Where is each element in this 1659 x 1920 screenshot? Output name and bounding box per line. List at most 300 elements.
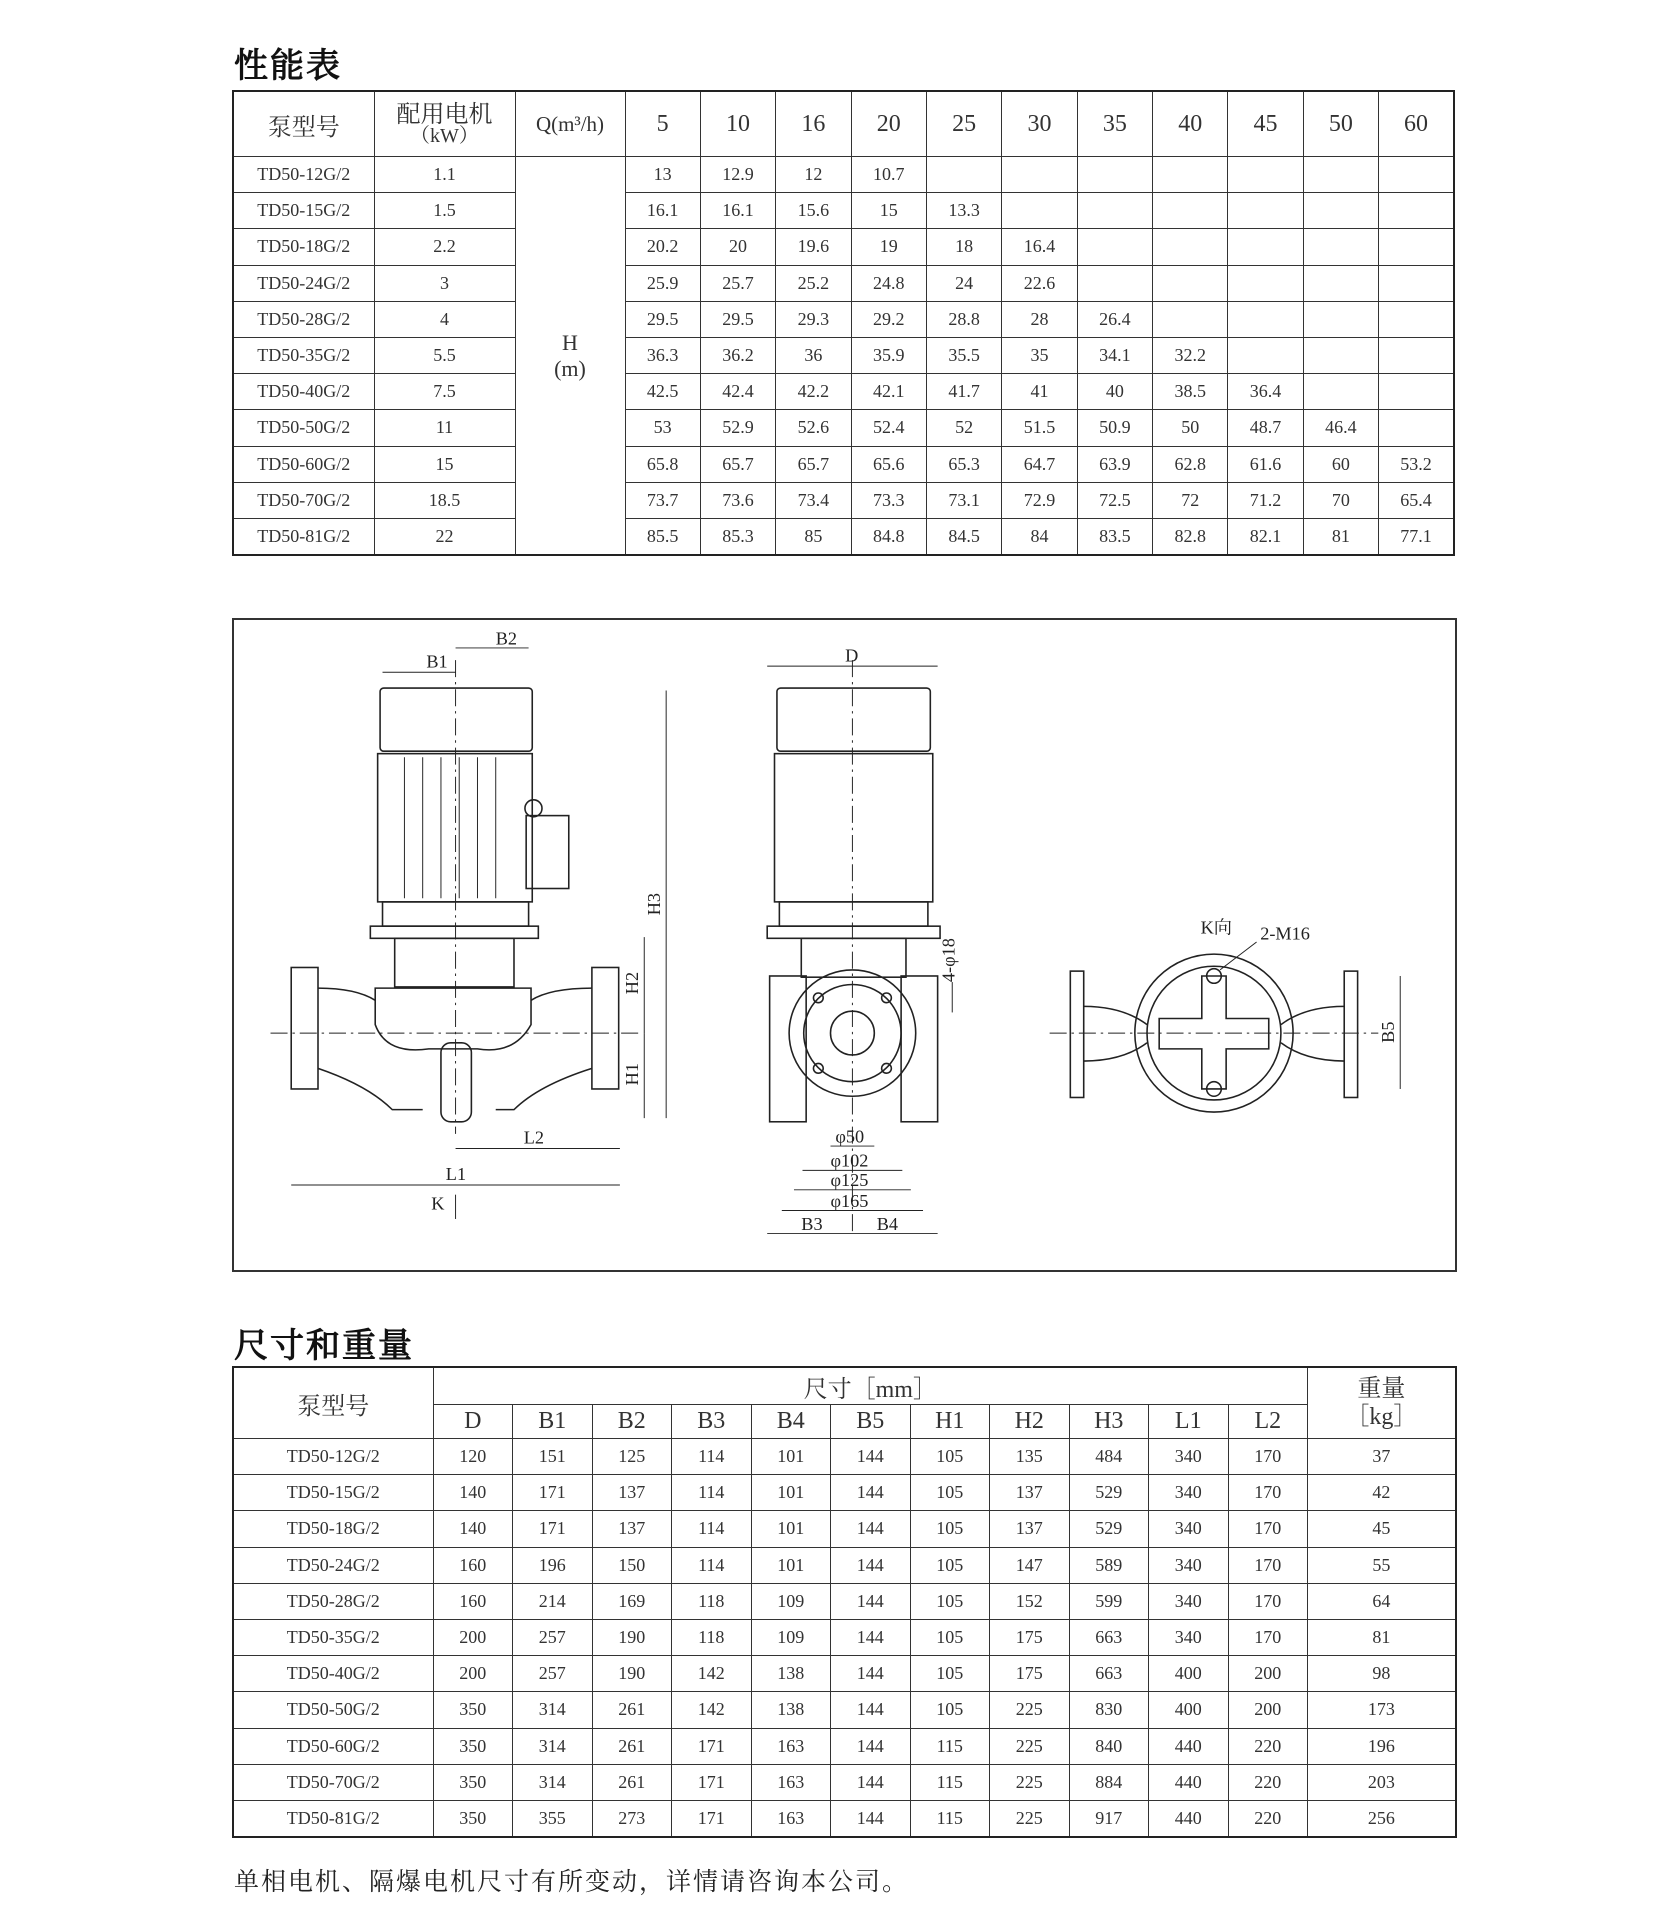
cell-head: 83.5 <box>1077 518 1152 555</box>
table-row <box>233 410 1454 446</box>
cell-dimension: 114 <box>672 1439 752 1475</box>
header-flow-value: 60 <box>1379 91 1454 157</box>
cell-dimension: 214 <box>513 1583 593 1619</box>
cell-head: 41 <box>1002 374 1077 410</box>
cell-dimension: 314 <box>513 1728 593 1764</box>
cell-head: 82.1 <box>1228 518 1303 555</box>
cell-kw: 7.5 <box>374 374 515 410</box>
cell-dimension: 599 <box>1069 1583 1149 1619</box>
cell-kw: 22 <box>374 518 515 555</box>
cell-head: 46.4 <box>1303 410 1378 446</box>
cell-dimension: 225 <box>990 1800 1070 1837</box>
cell-head: 48.7 <box>1228 410 1303 446</box>
cell-dimension: 105 <box>910 1656 990 1692</box>
cell-dimension: 884 <box>1069 1764 1149 1800</box>
cell-head: 16.1 <box>625 193 700 229</box>
cell-dimension: 440 <box>1149 1800 1229 1837</box>
header-column: L1 <box>1149 1405 1229 1439</box>
cell-model: TD50-50G/2 <box>233 1692 433 1728</box>
cell-dimension: 350 <box>433 1728 513 1764</box>
cell-head <box>1379 374 1454 410</box>
cell-head: 52.4 <box>851 410 926 446</box>
cell-weight: 173 <box>1308 1692 1456 1728</box>
cell-dimension: 257 <box>513 1656 593 1692</box>
cell-head: 65.3 <box>926 446 1001 482</box>
cell-dimension: 440 <box>1149 1764 1229 1800</box>
label-h3: H3 <box>644 892 665 916</box>
dimensions-table <box>232 1366 1457 1838</box>
cell-head <box>1002 193 1077 229</box>
cell-kw: 18.5 <box>374 482 515 518</box>
table-row <box>233 1475 1456 1511</box>
cell-head: 41.7 <box>926 374 1001 410</box>
cell-dimension: 484 <box>1069 1439 1149 1475</box>
table-row <box>233 229 1454 265</box>
cell-dimension: 101 <box>751 1547 831 1583</box>
header-column: D <box>433 1405 513 1439</box>
header-flow-value: 50 <box>1303 91 1378 157</box>
cell-dimension: 137 <box>990 1475 1070 1511</box>
cell-head <box>1303 157 1378 193</box>
cell-head: 24 <box>926 265 1001 301</box>
cell-head <box>1077 229 1152 265</box>
cell-dimension: 917 <box>1069 1800 1149 1837</box>
performance-title: 性能表 <box>234 46 342 86</box>
cell-model: TD50-28G/2 <box>233 1583 433 1619</box>
header-flow-value: 45 <box>1228 91 1303 157</box>
cell-dimension: 261 <box>592 1728 672 1764</box>
header-column: B5 <box>831 1405 911 1439</box>
cell-dimension: 114 <box>672 1475 752 1511</box>
pump-dimension-drawing <box>232 618 1457 1272</box>
cell-dimension: 105 <box>910 1439 990 1475</box>
cell-dimension: 225 <box>990 1728 1070 1764</box>
cell-head: 29.5 <box>700 301 775 337</box>
label-k: K <box>431 1193 445 1214</box>
table-row <box>233 157 1454 193</box>
cell-model: TD50-18G/2 <box>233 229 374 265</box>
motor-unit: （kW） <box>410 125 479 147</box>
cell-head <box>1153 157 1228 193</box>
cell-dimension: 170 <box>1228 1475 1308 1511</box>
cell-head: 24.8 <box>851 265 926 301</box>
cell-weight: 37 <box>1308 1439 1456 1475</box>
cell-head: 65.7 <box>700 446 775 482</box>
header-flow-value: 10 <box>700 91 775 157</box>
cell-dimension: 101 <box>751 1511 831 1547</box>
cell-dimension: 109 <box>751 1583 831 1619</box>
cell-dimension: 273 <box>592 1800 672 1837</box>
cell-head: 65.4 <box>1379 482 1454 518</box>
cell-weight: 64 <box>1308 1583 1456 1619</box>
cell-dimension: 114 <box>672 1511 752 1547</box>
cell-dimension: 101 <box>751 1475 831 1511</box>
cell-head: 63.9 <box>1077 446 1152 482</box>
table-row <box>233 1439 1456 1475</box>
cell-head: 52.6 <box>776 410 851 446</box>
cell-dimension: 137 <box>592 1475 672 1511</box>
label-phi50: φ50 <box>835 1126 865 1147</box>
cell-weight: 45 <box>1308 1511 1456 1547</box>
cell-dimension: 144 <box>831 1547 911 1583</box>
cell-head: 35 <box>1002 337 1077 373</box>
cell-dimension: 840 <box>1069 1728 1149 1764</box>
cell-kw: 3 <box>374 265 515 301</box>
cell-dimension: 120 <box>433 1439 513 1475</box>
cell-dimension: 140 <box>433 1475 513 1511</box>
cell-dimension: 115 <box>910 1800 990 1837</box>
cell-dimension: 147 <box>990 1547 1070 1583</box>
cell-head: 42.5 <box>625 374 700 410</box>
cell-head: 82.8 <box>1153 518 1228 555</box>
cell-head <box>1379 410 1454 446</box>
cell-head <box>1228 337 1303 373</box>
cell-head: 73.1 <box>926 482 1001 518</box>
cell-dimension: 340 <box>1149 1583 1229 1619</box>
header-column: H2 <box>990 1405 1070 1439</box>
cell-model: TD50-70G/2 <box>233 482 374 518</box>
cell-head <box>1002 157 1077 193</box>
cell-head: 28 <box>1002 301 1077 337</box>
table-row <box>233 518 1454 555</box>
cell-dimension: 340 <box>1149 1475 1229 1511</box>
label-bolt-holes: 4-φ18 <box>938 938 959 983</box>
cell-model: TD50-12G/2 <box>233 157 374 193</box>
cell-head: 61.6 <box>1228 446 1303 482</box>
cell-head <box>1379 193 1454 229</box>
motor-label: 配用电机 <box>396 102 493 128</box>
label-b4: B4 <box>876 1213 899 1234</box>
cell-dimension: 261 <box>592 1692 672 1728</box>
cell-head: 85.5 <box>625 518 700 555</box>
cell-dimension: 118 <box>672 1583 752 1619</box>
cell-head <box>1379 157 1454 193</box>
label-b3: B3 <box>801 1213 823 1234</box>
cell-dimension: 400 <box>1149 1692 1229 1728</box>
cell-dimension: 151 <box>513 1439 593 1475</box>
cell-dimension: 150 <box>592 1547 672 1583</box>
cell-dimension: 355 <box>513 1800 593 1837</box>
cell-kw: 2.2 <box>374 229 515 265</box>
cell-model: TD50-24G/2 <box>233 265 374 301</box>
cell-head: 42.1 <box>851 374 926 410</box>
cell-head: 28.8 <box>926 301 1001 337</box>
label-m16: 2-M16 <box>1260 923 1310 944</box>
label-b1: B1 <box>426 651 448 672</box>
header-flow-value: 20 <box>851 91 926 157</box>
cell-head: 13 <box>625 157 700 193</box>
header-flow-value: 35 <box>1077 91 1152 157</box>
header-model: 泵型号 <box>233 1367 433 1439</box>
cell-model: TD50-81G/2 <box>233 1800 433 1837</box>
cell-model: TD50-18G/2 <box>233 1511 433 1547</box>
cell-head <box>1153 193 1228 229</box>
cell-head: 70 <box>1303 482 1378 518</box>
cell-head <box>1379 301 1454 337</box>
cell-model: TD50-12G/2 <box>233 1439 433 1475</box>
cell-head: 25.9 <box>625 265 700 301</box>
cell-dimension: 142 <box>672 1692 752 1728</box>
cell-dimension: 340 <box>1149 1439 1229 1475</box>
cell-head: 16.4 <box>1002 229 1077 265</box>
cell-head: 36.3 <box>625 337 700 373</box>
cell-head <box>1303 301 1378 337</box>
cell-dimension: 220 <box>1228 1728 1308 1764</box>
cell-dimension: 169 <box>592 1583 672 1619</box>
cell-dimension: 105 <box>910 1511 990 1547</box>
cell-model: TD50-28G/2 <box>233 301 374 337</box>
cell-head: 29.5 <box>625 301 700 337</box>
cell-head: 15 <box>851 193 926 229</box>
header-row <box>233 91 1454 157</box>
cell-dimension: 175 <box>990 1619 1070 1655</box>
cell-dimension: 114 <box>672 1547 752 1583</box>
cell-dimension: 529 <box>1069 1511 1149 1547</box>
cell-head: 10.7 <box>851 157 926 193</box>
cell-head: 35.5 <box>926 337 1001 373</box>
cell-dimension: 140 <box>433 1511 513 1547</box>
cell-dimension: 115 <box>910 1764 990 1800</box>
cell-model: TD50-81G/2 <box>233 518 374 555</box>
cell-head <box>1228 157 1303 193</box>
cell-head: 50.9 <box>1077 410 1152 446</box>
table-row <box>233 446 1454 482</box>
cell-weight: 203 <box>1308 1764 1456 1800</box>
cell-dimension: 663 <box>1069 1619 1149 1655</box>
cell-head: 13.3 <box>926 193 1001 229</box>
cell-dimension: 196 <box>513 1547 593 1583</box>
cell-dimension: 105 <box>910 1547 990 1583</box>
header-column: H3 <box>1069 1405 1149 1439</box>
cell-dimension: 163 <box>751 1764 831 1800</box>
cell-head <box>1379 265 1454 301</box>
cell-head: 20 <box>700 229 775 265</box>
cell-head <box>1077 265 1152 301</box>
cell-dimension: 170 <box>1228 1583 1308 1619</box>
cell-weight: 42 <box>1308 1475 1456 1511</box>
cell-head <box>1303 229 1378 265</box>
table-row <box>233 1656 1456 1692</box>
cell-weight: 256 <box>1308 1800 1456 1837</box>
cell-head: 52 <box>926 410 1001 446</box>
cell-dimension: 152 <box>990 1583 1070 1619</box>
cell-head: 18 <box>926 229 1001 265</box>
cell-dimension: 138 <box>751 1692 831 1728</box>
table-row <box>233 1692 1456 1728</box>
cell-head: 65.6 <box>851 446 926 482</box>
cell-dimension: 440 <box>1149 1728 1229 1764</box>
cell-dimension: 170 <box>1228 1547 1308 1583</box>
cell-head: 73.7 <box>625 482 700 518</box>
cell-head: 73.6 <box>700 482 775 518</box>
cell-head: 85.3 <box>700 518 775 555</box>
cell-dimension: 340 <box>1149 1547 1229 1583</box>
header-weight <box>1308 1367 1456 1439</box>
cell-dimension: 529 <box>1069 1475 1149 1511</box>
cell-weight: 196 <box>1308 1728 1456 1764</box>
cell-dimension: 125 <box>592 1439 672 1475</box>
cell-head: 12 <box>776 157 851 193</box>
cell-dimension: 144 <box>831 1475 911 1511</box>
cell-head: 22.6 <box>1002 265 1077 301</box>
cell-head: 84 <box>1002 518 1077 555</box>
cell-head: 20.2 <box>625 229 700 265</box>
cell-dimension: 144 <box>831 1656 911 1692</box>
label-l1: L1 <box>445 1164 467 1185</box>
cell-head: 84.8 <box>851 518 926 555</box>
cell-head: 51.5 <box>1002 410 1077 446</box>
cell-head: 40 <box>1077 374 1152 410</box>
cell-dimension: 105 <box>910 1583 990 1619</box>
label-phi125: φ125 <box>830 1170 869 1191</box>
cell-dimension: 314 <box>513 1764 593 1800</box>
header-flow-value: 16 <box>776 91 851 157</box>
cell-head: 36 <box>776 337 851 373</box>
cell-head: 36.2 <box>700 337 775 373</box>
cell-model: TD50-70G/2 <box>233 1764 433 1800</box>
cell-dimension: 225 <box>990 1764 1070 1800</box>
header-flow-value: 25 <box>926 91 1001 157</box>
cell-dimension: 200 <box>433 1656 513 1692</box>
cell-head: 71.2 <box>1228 482 1303 518</box>
cell-head <box>1153 301 1228 337</box>
cell-dimension: 589 <box>1069 1547 1149 1583</box>
cell-dimension: 220 <box>1228 1764 1308 1800</box>
header-column: L2 <box>1228 1405 1308 1439</box>
cell-head <box>1228 193 1303 229</box>
cell-weight: 55 <box>1308 1547 1456 1583</box>
cell-model: TD50-60G/2 <box>233 446 374 482</box>
cell-head <box>1228 265 1303 301</box>
cell-dimension: 340 <box>1149 1619 1229 1655</box>
cell-kw: 15 <box>374 446 515 482</box>
cell-dimension: 170 <box>1228 1439 1308 1475</box>
header-motor <box>374 91 515 157</box>
cell-model: TD50-40G/2 <box>233 374 374 410</box>
cell-head <box>1228 301 1303 337</box>
cell-dimension: 142 <box>672 1656 752 1692</box>
header-column: B4 <box>751 1405 831 1439</box>
cell-dimension: 171 <box>513 1511 593 1547</box>
cell-head: 16.1 <box>700 193 775 229</box>
cell-dimension: 115 <box>910 1728 990 1764</box>
cell-head <box>1303 193 1378 229</box>
cell-head: 65.7 <box>776 446 851 482</box>
head-symbol: H <box>562 329 578 355</box>
cell-dimension: 200 <box>433 1619 513 1655</box>
cell-head: 60 <box>1303 446 1378 482</box>
cell-dimension: 171 <box>672 1800 752 1837</box>
cell-dimension: 190 <box>592 1656 672 1692</box>
cell-head <box>1303 265 1378 301</box>
dimensions-title: 尺寸和重量 <box>234 1326 414 1366</box>
cell-dimension: 105 <box>910 1475 990 1511</box>
cell-head <box>1379 229 1454 265</box>
cell-head: 26.4 <box>1077 301 1152 337</box>
cell-head: 62.8 <box>1153 446 1228 482</box>
cell-kw: 1.1 <box>374 157 515 193</box>
cell-dimension: 144 <box>831 1619 911 1655</box>
table-row <box>233 1547 1456 1583</box>
cell-head <box>1153 229 1228 265</box>
cell-kw: 5.5 <box>374 337 515 373</box>
head-label <box>515 157 625 556</box>
header-flow-value: 40 <box>1153 91 1228 157</box>
performance-table <box>232 90 1455 556</box>
cell-head: 84.5 <box>926 518 1001 555</box>
cell-dimension: 101 <box>751 1439 831 1475</box>
side-view-pump <box>767 645 958 1234</box>
header-size: 尺寸［mm］ <box>433 1367 1308 1405</box>
cell-head <box>1379 337 1454 373</box>
cell-model: TD50-35G/2 <box>233 337 374 373</box>
cell-head <box>1303 337 1378 373</box>
cell-dimension: 144 <box>831 1692 911 1728</box>
cell-dimension: 350 <box>433 1764 513 1800</box>
cell-head: 52.9 <box>700 410 775 446</box>
cell-dimension: 200 <box>1228 1692 1308 1728</box>
label-b2: B2 <box>495 628 518 649</box>
cell-head: 42.2 <box>776 374 851 410</box>
cell-dimension: 170 <box>1228 1619 1308 1655</box>
weight-label: 重量 <box>1357 1376 1406 1402</box>
table-row <box>233 1511 1456 1547</box>
cell-dimension: 171 <box>672 1728 752 1764</box>
cell-head: 32.2 <box>1153 337 1228 373</box>
cell-dimension: 257 <box>513 1619 593 1655</box>
table-row <box>233 374 1454 410</box>
cell-dimension: 170 <box>1228 1511 1308 1547</box>
label-l2: L2 <box>523 1127 545 1148</box>
cell-dimension: 314 <box>513 1692 593 1728</box>
cell-head: 77.1 <box>1379 518 1454 555</box>
cell-head: 65.8 <box>625 446 700 482</box>
cell-head <box>1228 229 1303 265</box>
cell-dimension: 105 <box>910 1619 990 1655</box>
cell-dimension: 135 <box>990 1439 1070 1475</box>
label-k-view: K向 <box>1200 917 1233 938</box>
cell-dimension: 160 <box>433 1547 513 1583</box>
head-unit: (m) <box>554 355 586 381</box>
k-view-pump <box>1050 917 1401 1112</box>
cell-dimension: 340 <box>1149 1511 1229 1547</box>
table-row <box>233 1728 1456 1764</box>
cell-head: 42.4 <box>700 374 775 410</box>
cell-head: 73.4 <box>776 482 851 518</box>
label-d: D <box>845 645 859 666</box>
cell-dimension: 144 <box>831 1511 911 1547</box>
cell-dimension: 171 <box>672 1764 752 1800</box>
weight-unit: ［kg］ <box>1345 1404 1418 1430</box>
cell-head: 15.6 <box>776 193 851 229</box>
header-column: B3 <box>672 1405 752 1439</box>
table-row <box>233 193 1454 229</box>
cell-head: 50 <box>1153 410 1228 446</box>
cell-dimension: 105 <box>910 1692 990 1728</box>
cell-kw: 4 <box>374 301 515 337</box>
table-row <box>233 482 1454 518</box>
cell-dimension: 109 <box>751 1619 831 1655</box>
cell-dimension: 144 <box>831 1583 911 1619</box>
cell-dimension: 144 <box>831 1439 911 1475</box>
header-flow: Q(m³/h) <box>515 91 625 157</box>
cell-dimension: 663 <box>1069 1656 1149 1692</box>
cell-head: 85 <box>776 518 851 555</box>
cell-head: 53.2 <box>1379 446 1454 482</box>
cell-head: 38.5 <box>1153 374 1228 410</box>
cell-head: 12.9 <box>700 157 775 193</box>
table-row <box>233 265 1454 301</box>
